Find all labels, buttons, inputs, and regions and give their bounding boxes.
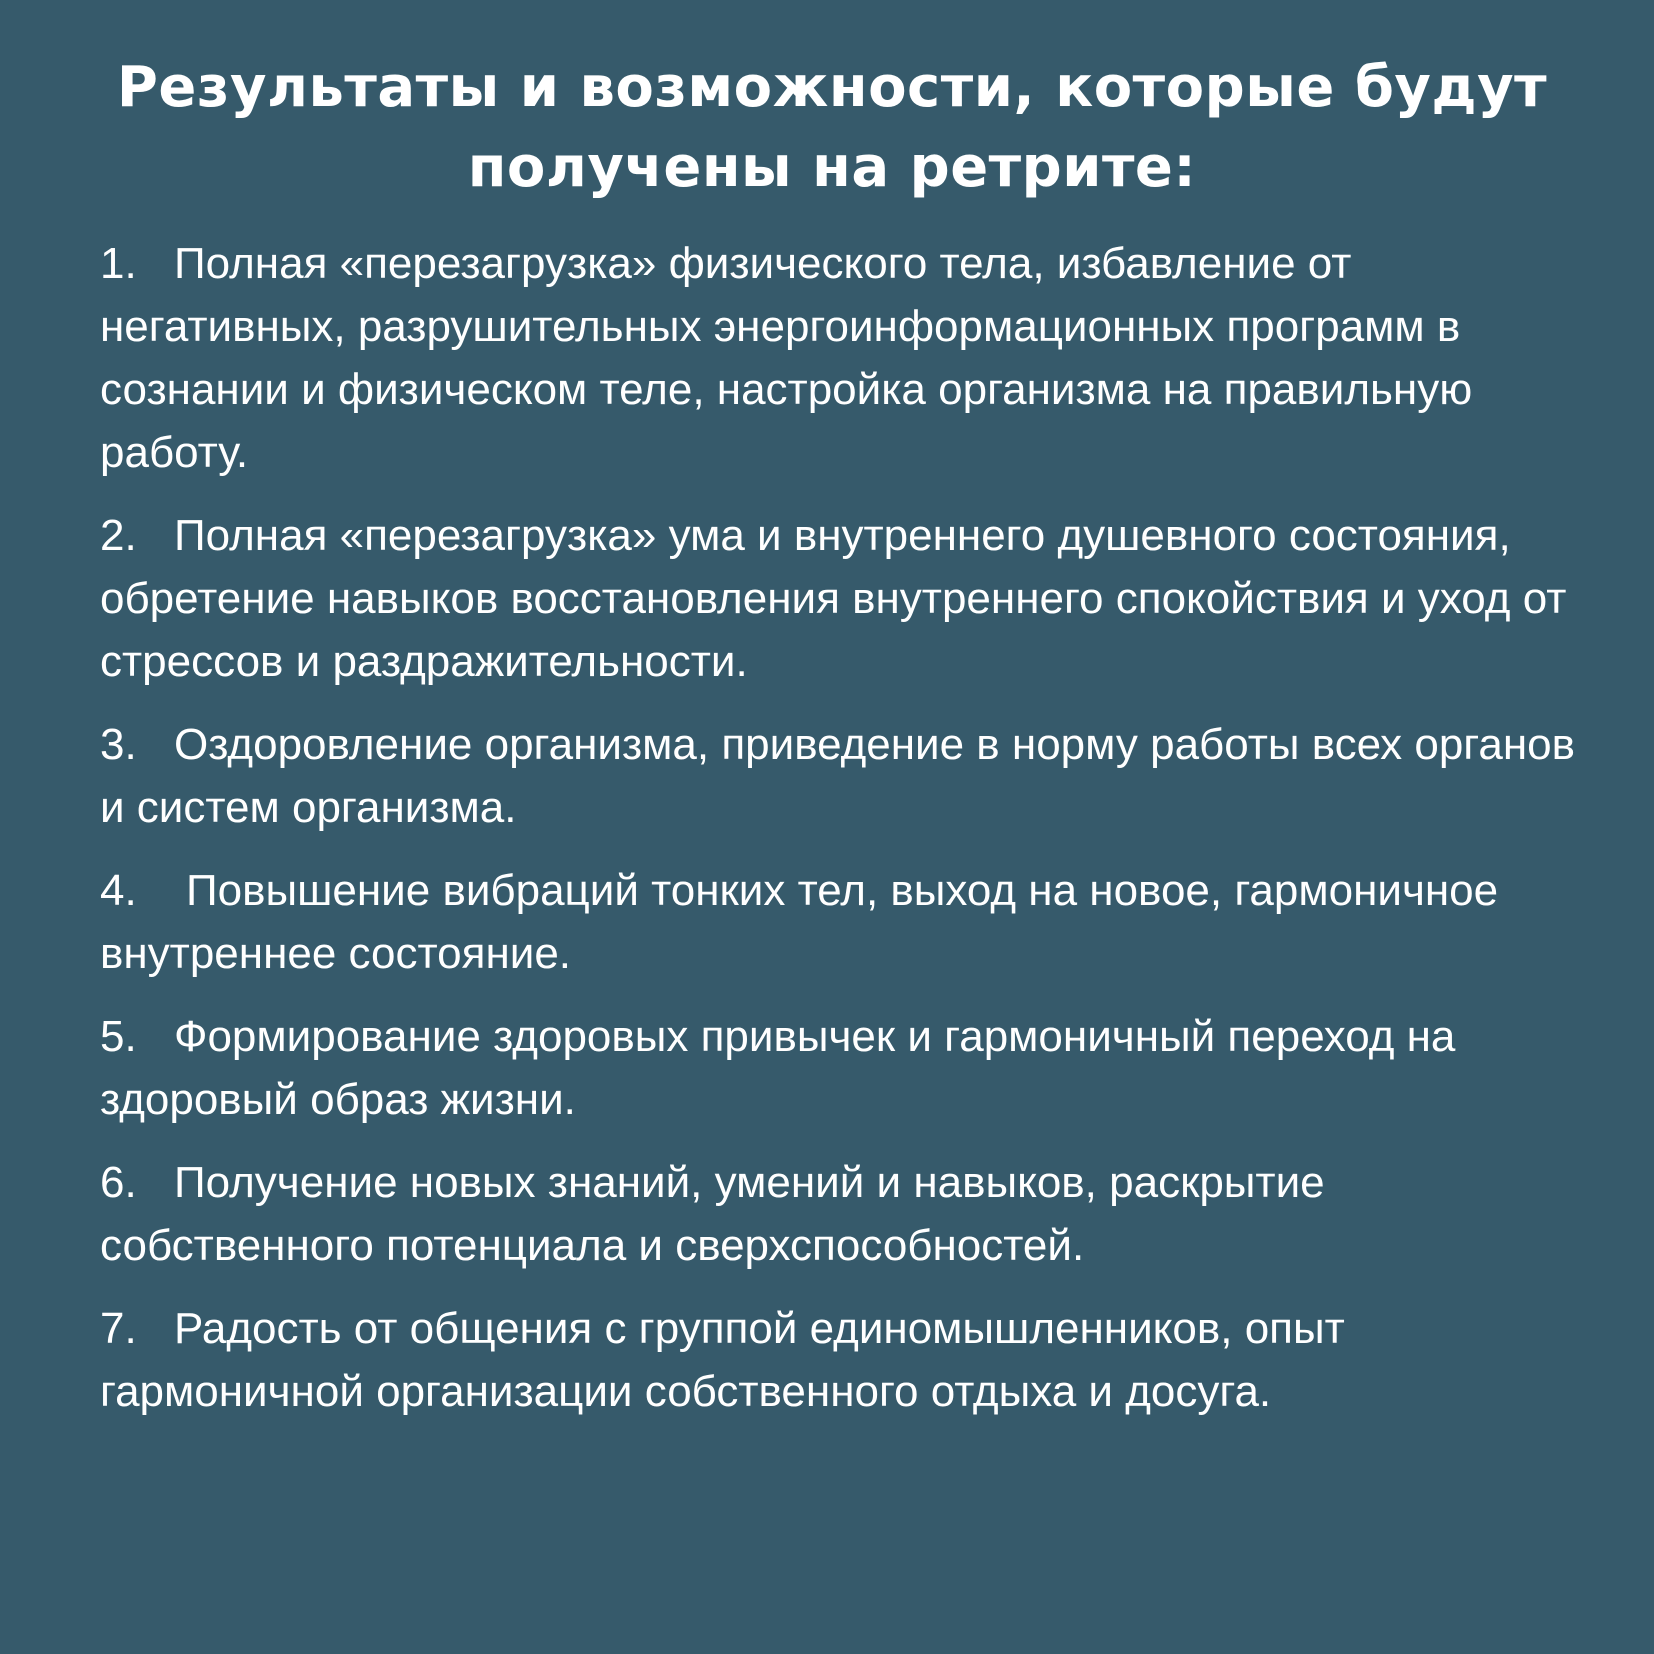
list-item [100,713,1584,839]
item-number: 5. [100,1012,137,1061]
item-number: 4. [100,866,137,915]
title-line-2: получены на ретрите: [467,135,1197,200]
item-text: Полная «перезагрузка» физического тела, избавление от негативных, разрушительных энергоинформационных программ в сознании и физическом теле, настройка организма на правильную работу. [100,239,1473,477]
list-item [100,232,1584,484]
item-number: 7. [100,1304,137,1353]
item-text: Формирование здоровых привычек и гармоничный переход на здоровый образ жизни. [100,1012,1456,1124]
item-number: 2. [100,511,137,560]
list-item [100,504,1584,693]
item-number: 3. [100,720,137,769]
list-item [100,1151,1584,1277]
page-title [100,48,1584,208]
item-text: Полная «перезагрузка» ума и внутреннего душевного состояния, обретение навыков восстановления внутреннего спокойствия и уход от стрессов и раздражительности. [100,511,1567,686]
list-item [100,859,1584,985]
item-text: Получение новых знаний, умений и навыков, раскрытие собственного потенциала и сверхспособностей. [100,1158,1325,1270]
item-text: Оздоровление организма, приведение в норму работы всех органов и систем организма. [100,720,1575,832]
list-item [100,1297,1584,1423]
item-text: Радость от общения с группой единомышленников, опыт гармоничной организации собственного отдыха и досуга. [100,1304,1345,1416]
item-number: 1. [100,239,137,288]
item-text: Повышение вибраций тонких тел, выход на новое, гармоничное внутреннее состояние. [100,866,1499,978]
item-number: 6. [100,1158,137,1207]
list-item [100,1005,1584,1131]
results-list [100,232,1584,1423]
title-line-1: Результаты и возможности, которые будут [116,55,1548,120]
